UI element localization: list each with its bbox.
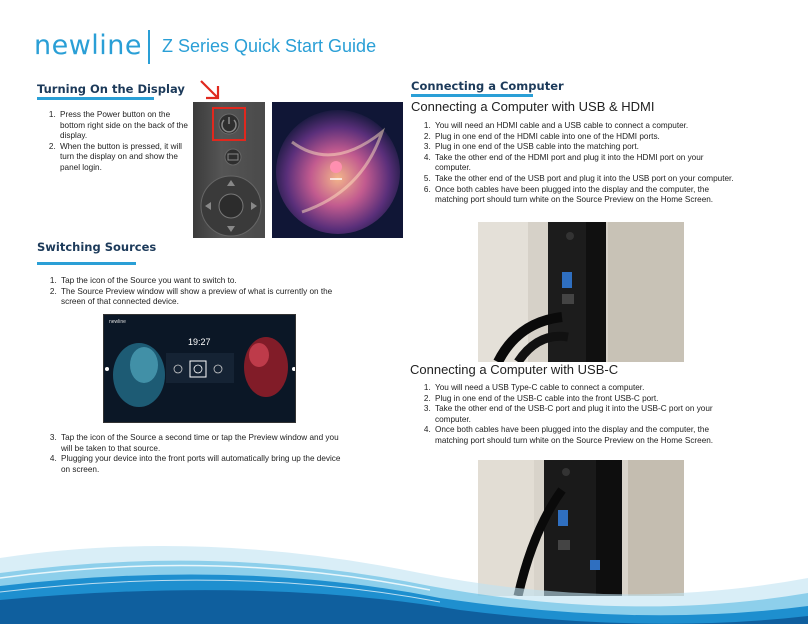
list-item: 1. You will need a USB Type-C cable to connect a computer. — [433, 383, 734, 394]
list-item: 2. When the button is pressed, it will turn the display on and show the panel login. — [58, 142, 188, 174]
turning-on-heading: Turning On the Display — [37, 82, 185, 96]
pointer-arrow-icon — [198, 78, 224, 104]
login-screen-photo — [272, 102, 403, 238]
power-button-photo — [193, 102, 265, 238]
usb-hdmi-title: Connecting a Computer with USB & HDMI — [411, 99, 655, 114]
list-item: 4. Once both cables have been plugged into the display and the computer, the matching port should turn white on the Source Preview on the Home Screen. — [433, 425, 734, 446]
screen-time: 19:27 — [188, 337, 211, 347]
document-title: Z Series Quick Start Guide — [162, 36, 377, 56]
list-item: 5. Take the other end of the USB port and plug it into the USB port on your computer. — [433, 174, 734, 185]
list-item: 4. Plugging your device into the front ports will automatically bring up the device on screen. — [59, 454, 345, 475]
list-item: 3. Tap the icon of the Source a second time or tap the Preview window and you will be taken to that source. — [59, 433, 345, 454]
screen-brand: newline — [109, 319, 126, 325]
list-item: 4. Take the other end of the HDMI port and plug it into the HDMI port on your computer. — [433, 153, 734, 174]
list-item: 6. Once both cables have been plugged into the display and the computer, the matching port should turn white on the Source Preview on the Home Screen. — [433, 185, 734, 206]
usbc-title: Connecting a Computer with USB-C — [410, 362, 619, 377]
list-item: 1. Press the Power button on the bottom right side on the back of the display. — [58, 110, 188, 142]
connecting-underline — [411, 94, 533, 97]
switching-steps-a — [45, 276, 355, 308]
header-divider — [148, 30, 150, 64]
list-item: 3. Plug in one end of the USB cable into the matching port. — [433, 142, 734, 153]
switching-heading: Switching Sources — [37, 240, 157, 254]
list-item: 2. Plug in one end of the HDMI cable into one of the HDMI ports. — [433, 132, 734, 143]
turning-on-underline — [37, 97, 154, 100]
list-item: 1. Tap the icon of the Source you want to switch to. — [59, 276, 355, 287]
usb-hdmi-steps — [419, 121, 734, 206]
list-item: 1. You will need an HDMI cable and a USB cable to connect a computer. — [433, 121, 734, 132]
usbc-steps — [419, 383, 734, 447]
switching-steps-b — [45, 433, 345, 475]
hdmi-ports-photo — [478, 222, 684, 362]
home-screen-photo — [103, 314, 296, 423]
list-item: 2. Plug in one end of the USB-C cable into the front USB-C port. — [433, 394, 734, 405]
turning-on-steps — [44, 110, 188, 174]
brand-logo: newline — [34, 30, 143, 61]
list-item: 2. The Source Preview window will show a preview of what is currently on the screen of that connected device. — [59, 287, 355, 308]
switching-underline — [37, 262, 136, 265]
connecting-heading: Connecting a Computer — [411, 79, 564, 93]
footer-wave-decoration — [0, 518, 808, 624]
list-item: 3. Take the other end of the USB-C port and plug it into the USB-C port on your computer. — [433, 404, 734, 425]
